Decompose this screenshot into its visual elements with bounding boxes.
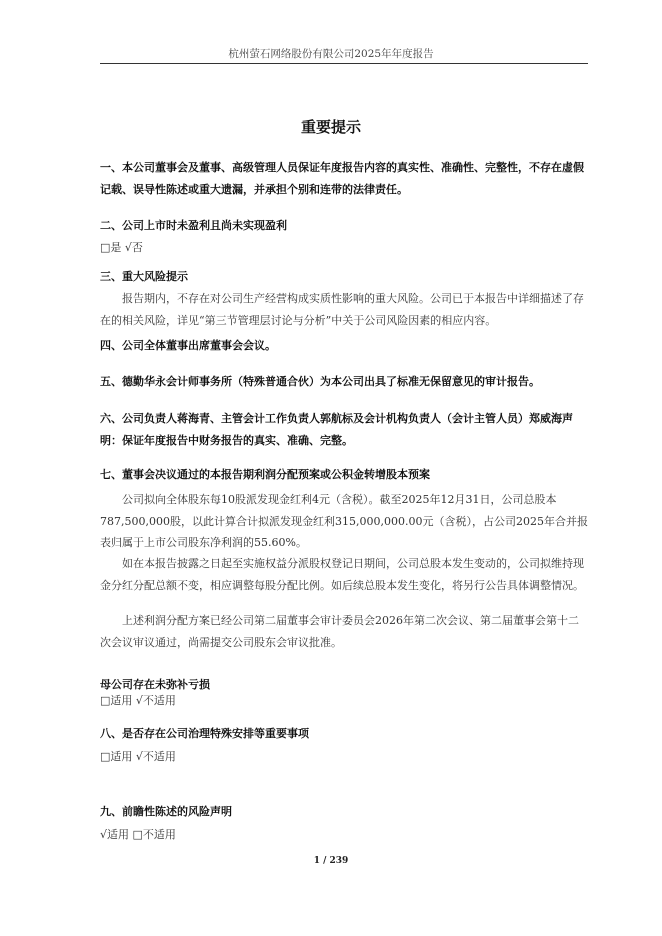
- page-title: 重要提示: [300, 118, 361, 136]
- section-7-paragraph-2: 如在本报告披露之日起至实施权益分派股权登记日期间，公司总股本发生变动的，公司拟维持现金分红分配总额不变，相应调整每股分配比例。如后续总股本发生变化，将另行公告具体调整情况。: [100, 557, 584, 592]
- page-number: 1 / 239: [313, 856, 349, 866]
- section-7-paragraph-1: 公司拟向全体股东每10股派发现金红利4元（含税）。截至2025年12月31日，公司总股本787,500,000股，以此计算合计拟派发现金红利315,000,000.00元（含税），占公司2025年合并报表归属于上市公司股东净利润的55.60%。: [100, 493, 588, 549]
- section-3-heading: 三、重大风险提示: [100, 270, 188, 283]
- section-1-statement: 一、本公司董事会及董事、高级管理人员保证年度报告内容的真实性、准确性、完整性，不存在虚假记载、误导性陈述或重大遗漏，并承担个别和连带的法律责任。: [100, 161, 584, 196]
- section-7-paragraph-3: 上述利润分配方案已经公司第二届董事会审计委员会2026年第二次会议、第二届董事会第十二次会议审议通过，尚需提交公司股东会审议批准。: [100, 614, 579, 649]
- section-8-options: □适用 √不适用: [100, 750, 176, 763]
- section-6-statement: 六、公司负责人蒋海青、主管会计工作负责人郭航标及会计机构负责人（会计主管人员）郑威海声明：保证年度报告中财务报告的真实、准确、完整。: [100, 412, 573, 447]
- section-7-heading: 七、董事会决议通过的本报告期利润分配预案或公积金转增股本预案: [100, 468, 430, 481]
- section-2-options: □是 √否: [100, 241, 143, 254]
- header-divider: [100, 63, 588, 64]
- section-2-heading: 二、公司上市时未盈利且尚未实现盈利: [100, 219, 287, 232]
- section-9-heading: 九、前瞻性陈述的风险声明: [100, 805, 232, 818]
- uncovered-loss-heading: 母公司存在未弥补亏损: [100, 678, 210, 691]
- section-4-statement: 四、公司全体董事出席董事会会议。: [100, 339, 276, 352]
- section-9-options: √适用 □不适用: [100, 828, 176, 841]
- section-8-heading: 八、是否存在公司治理特殊安排等重要事项: [100, 727, 309, 740]
- uncovered-loss-options: □适用 √不适用: [100, 694, 176, 707]
- section-5-statement: 五、德勤华永会计师事务所（特殊普通合伙）为本公司出具了标准无保留意见的审计报告。: [100, 375, 540, 388]
- running-header: 杭州萤石网络股份有限公司2025年年度报告: [228, 48, 434, 60]
- section-3-body: 报告期内，不存在对公司生产经营构成实质性影响的重大风险。公司已于本报告中详细描述了存在的相关风险，详见“第三节管理层讨论与分析”中关于公司风险因素的相应内容。: [100, 292, 584, 327]
